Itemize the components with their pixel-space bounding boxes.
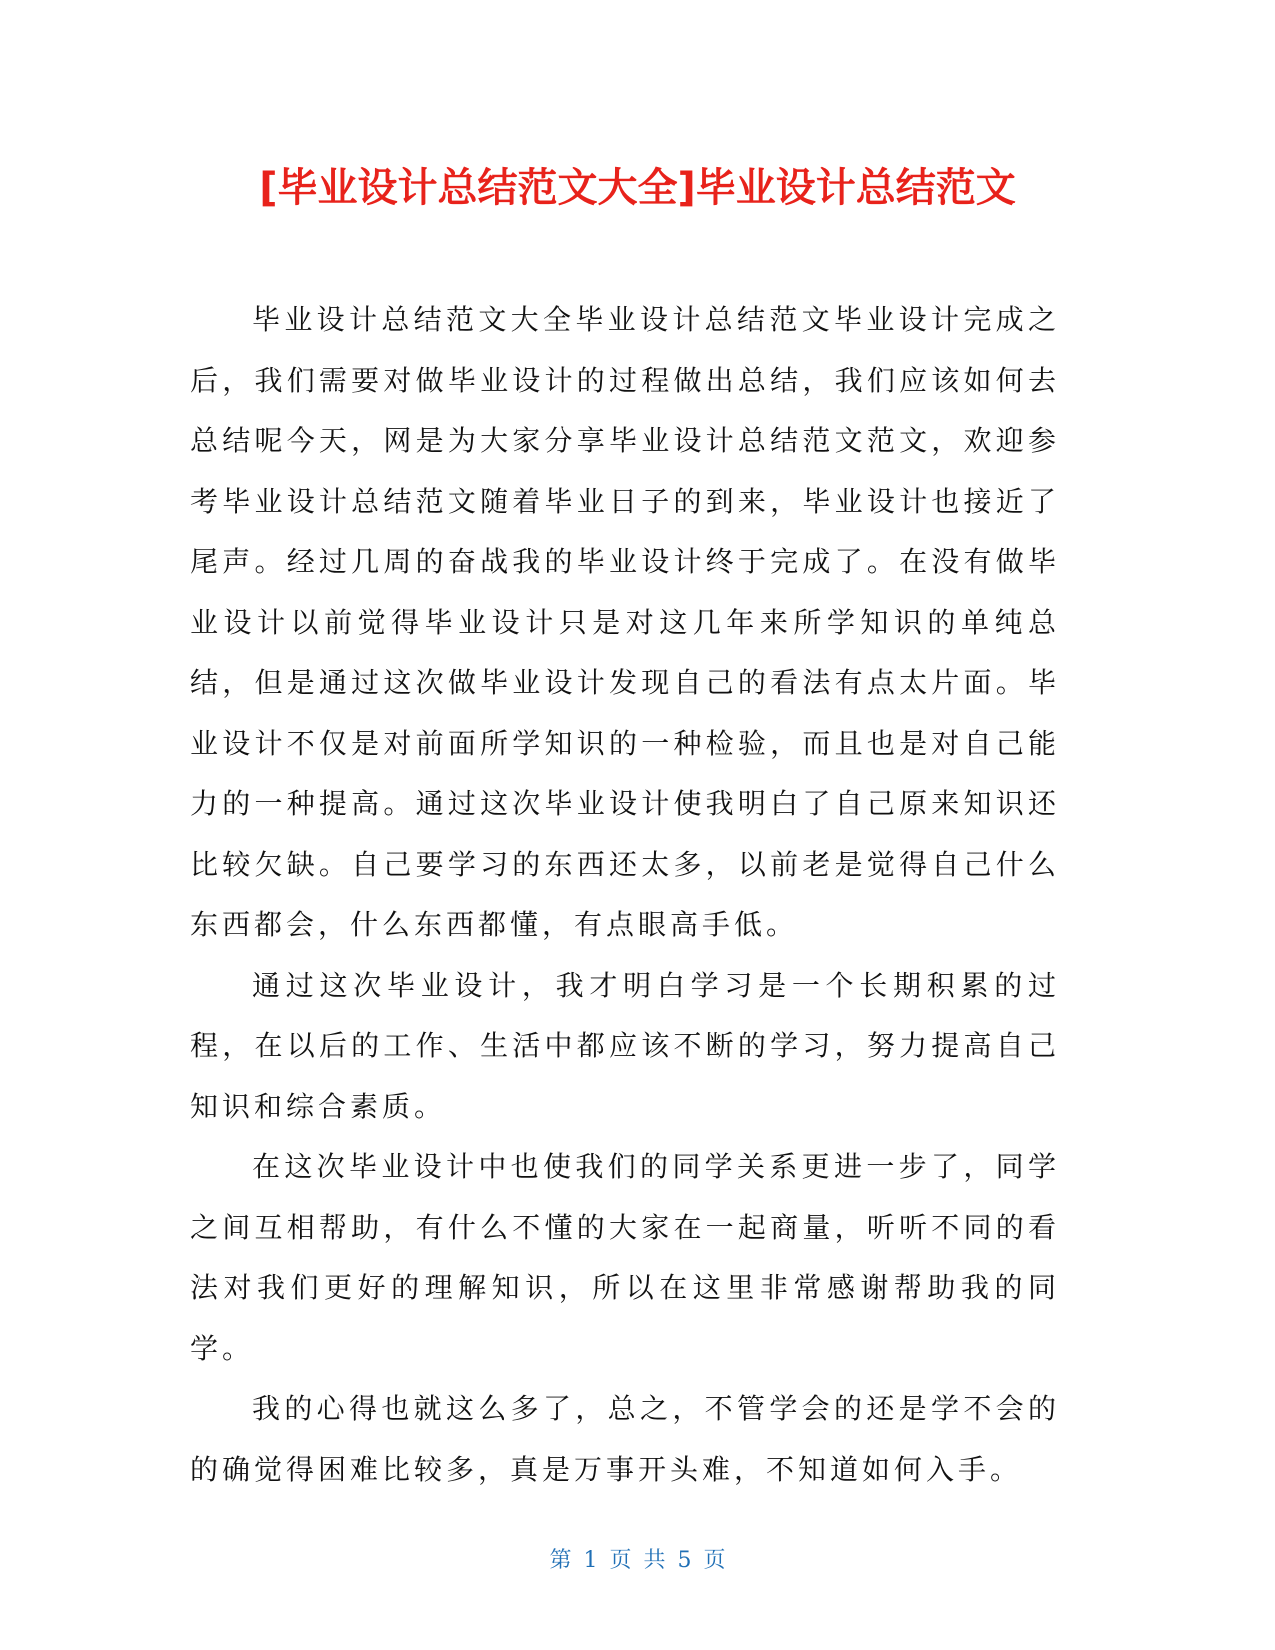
paragraph-1: 毕业设计总结范文大全毕业设计总结范文毕业设计完成之后，我们需要对做毕业设计的过程做出总结，我们应该如何去总结呢今天，网是为大家分享毕业设计总结范文范文，欢迎参考毕业设计总结范文随着毕业日子的到来，毕业设计也接近了尾声。经过几周的奋战我的毕业设计终于完成了。在没有做毕业设计以前觉得毕业设计只是对这几年来所学知识的单纯总结，但是通过这次做毕业设计发现自己的看法有点太片面。毕业设计不仅是对前面所学知识的一种检验，而且也是对自己能力的一种提高。通过这次毕业设计使我明白了自己原来知识还比较欠缺。自己要学习的东西还太多，以前老是觉得自己什么东西都会，什么东西都懂，有点眼高手低。	[190, 303, 1060, 941]
footer-total-pages: 5	[677, 1548, 692, 1573]
footer-label-total: 共	[643, 1548, 666, 1573]
document-title: [毕业设计总结范文大全]毕业设计总结范文	[259, 165, 1016, 211]
footer-label-page-of: 页	[609, 1548, 632, 1573]
paragraph-3: 在这次毕业设计中也使我们的同学关系更进一步了，同学之间互相帮助，有什么不懂的大家在一起商量，听听不同的看法对我们更好的理解知识，所以在这里非常感谢帮助我的同学。	[190, 1150, 1060, 1365]
page-footer	[0, 1546, 1275, 1576]
paragraph-2: 通过这次毕业设计，我才明白学习是一个长期积累的过程，在以后的工作、生活中都应该不断的学习，努力提高自己知识和综合素质。	[190, 968, 1060, 1123]
footer-label-pages-end: 页	[703, 1548, 726, 1573]
paragraph-4: 我的心得也就这么多了，总之，不管学会的还是学不会的的确觉得困难比较多，真是万事开头难，不知道如何入手。	[190, 1392, 1060, 1486]
document-body	[190, 290, 1060, 1500]
footer-label-page: 第	[549, 1548, 572, 1573]
footer-current-page: 1	[583, 1548, 598, 1573]
